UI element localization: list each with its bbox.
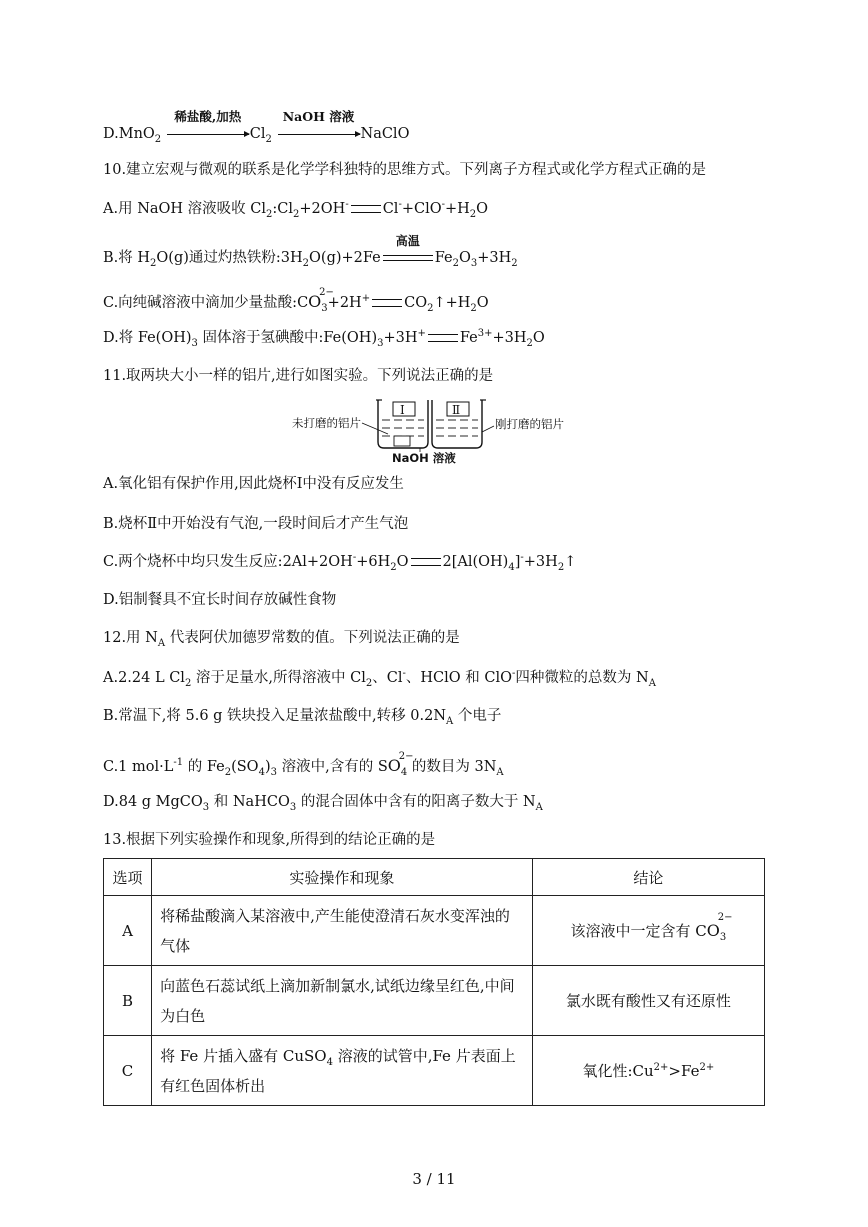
table-row: [104, 966, 765, 1036]
q11-option-b: B.烧杯Ⅱ中开始没有气泡,一段时间后才产生气泡: [103, 516, 409, 532]
beaker-diagram: [290, 392, 590, 464]
q11-option-d: D.铝制餐具不宜长时间存放碱性食物: [103, 592, 337, 608]
q12-option-c: C.1 $mol\cdot L^{-1}$ 的 $Fe_2(SO_4)_3$ 溶液中,含有的 SO 2− $_4$ 的数目为 $3N_A$: [103, 751, 504, 778]
q11-stem: 11.取两块大小一样的铝片,进行如图实验。下列说法正确的是: [103, 368, 494, 384]
reaction-arrow-1: 稀盐酸,加热: [167, 124, 249, 144]
carbonate-ion: O 2− $_3$: [706, 912, 733, 943]
q11-option-c: C.两个烧杯中均只发生反应$:2Al+2OH^-+6H_2O$ $2[Al(OH)_4]^-+3H_2↑$: [103, 552, 577, 573]
row-operation: 将 Fe 片插入盛有 CuSO$_4$ 溶液的试管中,Fe 片表面上有红色固体析出: [152, 1036, 533, 1106]
q13-stem: 13.根据下列实验操作和现象,所得到的结论正确的是: [103, 832, 436, 848]
q12-option-a: A.2.24 L $Cl_2$ 溶于足量水,所得溶液中 $Cl_2$、Cl-、HClO 和 ClO-四种微粒的总数为 $N_A$: [103, 668, 656, 689]
row-conclusion: 氧化性$:Cu^{2+}>Fe^{2+}$: [532, 1036, 764, 1106]
q10-option-b: B.将 $H_2O(g)$通过灼热铁粉$:3H_2O(g)+2Fe$ 高温 $Fe_2O_3+3H_2$: [103, 234, 518, 269]
header-option: 选项: [104, 859, 152, 896]
q10-option-a: A.用 NaOH 溶液吸收 $Cl_2:Cl_2+2OH^-$ $Cl^-+ClO^-+H_2O$: [103, 199, 489, 220]
row-conclusion: 该溶液中一定含有 CO 2− $_3$: [532, 896, 764, 966]
q11-option-a: A.氧化铝有保护作用,因此烧杯Ⅰ中没有反应发生: [103, 476, 404, 492]
row-option: B: [104, 966, 152, 1036]
table-row: [104, 896, 765, 966]
q10-stem: 10.建立宏观与微观的联系是化学学科独特的思维方式。下列离子方程式或化学方程式正确的是: [103, 162, 707, 178]
fig-left-label: 未打磨的铝片: [292, 416, 361, 430]
q11-figure: [290, 392, 590, 464]
table-row: [104, 1036, 765, 1106]
q10-option-c: C.向纯碱溶液中滴加少量盐酸:CO 2− $_3$+2H+ $CO_2↑+H_2O$: [103, 287, 489, 314]
header-conclusion: 结论: [532, 859, 764, 896]
fig-solution-label: NaOH 溶液: [392, 451, 456, 464]
q9-option-d: D.MnO$_2$ 稀盐酸,加热 $Cl_2$ NaOH 溶液 NaClO: [103, 109, 410, 145]
row-option: C: [104, 1036, 152, 1106]
header-operation: 实验操作和现象: [152, 859, 533, 896]
page-number: 3 / 11: [412, 1170, 456, 1188]
q12-option-d: D.84 g MgCO$_3$ 和 NaHCO$_3$ 的混合固体中含有的阳离子数大于 $N_A$: [103, 794, 543, 813]
q13-table: [103, 858, 765, 1106]
q12-stem: 12.用 $N_A$ 代表阿伏加德罗常数的值。下列说法正确的是: [103, 630, 460, 649]
row-operation: 将稀盐酸滴入某溶液中,产生能使澄清石灰水变浑浊的气体: [152, 896, 533, 966]
carbonate-ion: O 2− $_3$: [308, 287, 334, 314]
beaker-2-label: Ⅱ: [452, 403, 461, 417]
row-option: A: [104, 896, 152, 966]
beaker-1-label: Ⅰ: [400, 403, 405, 417]
row-conclusion: 氯水既有酸性又有还原性: [532, 966, 764, 1036]
row-operation: 向蓝色石蕊试纸上滴加新制氯水,试纸边缘呈红色,中间为白色: [152, 966, 533, 1036]
q12-option-b: B.常温下,将 5.6 g 铁块投入足量浓盐酸中,转移 $0.2N_A$ 个电子: [103, 708, 502, 727]
table-header-row: [104, 859, 765, 896]
fig-right-label: 刚打磨的铝片: [495, 417, 564, 431]
q10-option-d: D.将 $Fe(OH)_3$ 固体溶于氢碘酸中$:Fe(OH)_3+3H^+$ $Fe^{3+}+3H_2O$: [103, 328, 545, 349]
sulfate-ion: O 2− $_4$: [387, 751, 414, 778]
reaction-arrow-2: NaOH 溶液: [278, 124, 360, 144]
